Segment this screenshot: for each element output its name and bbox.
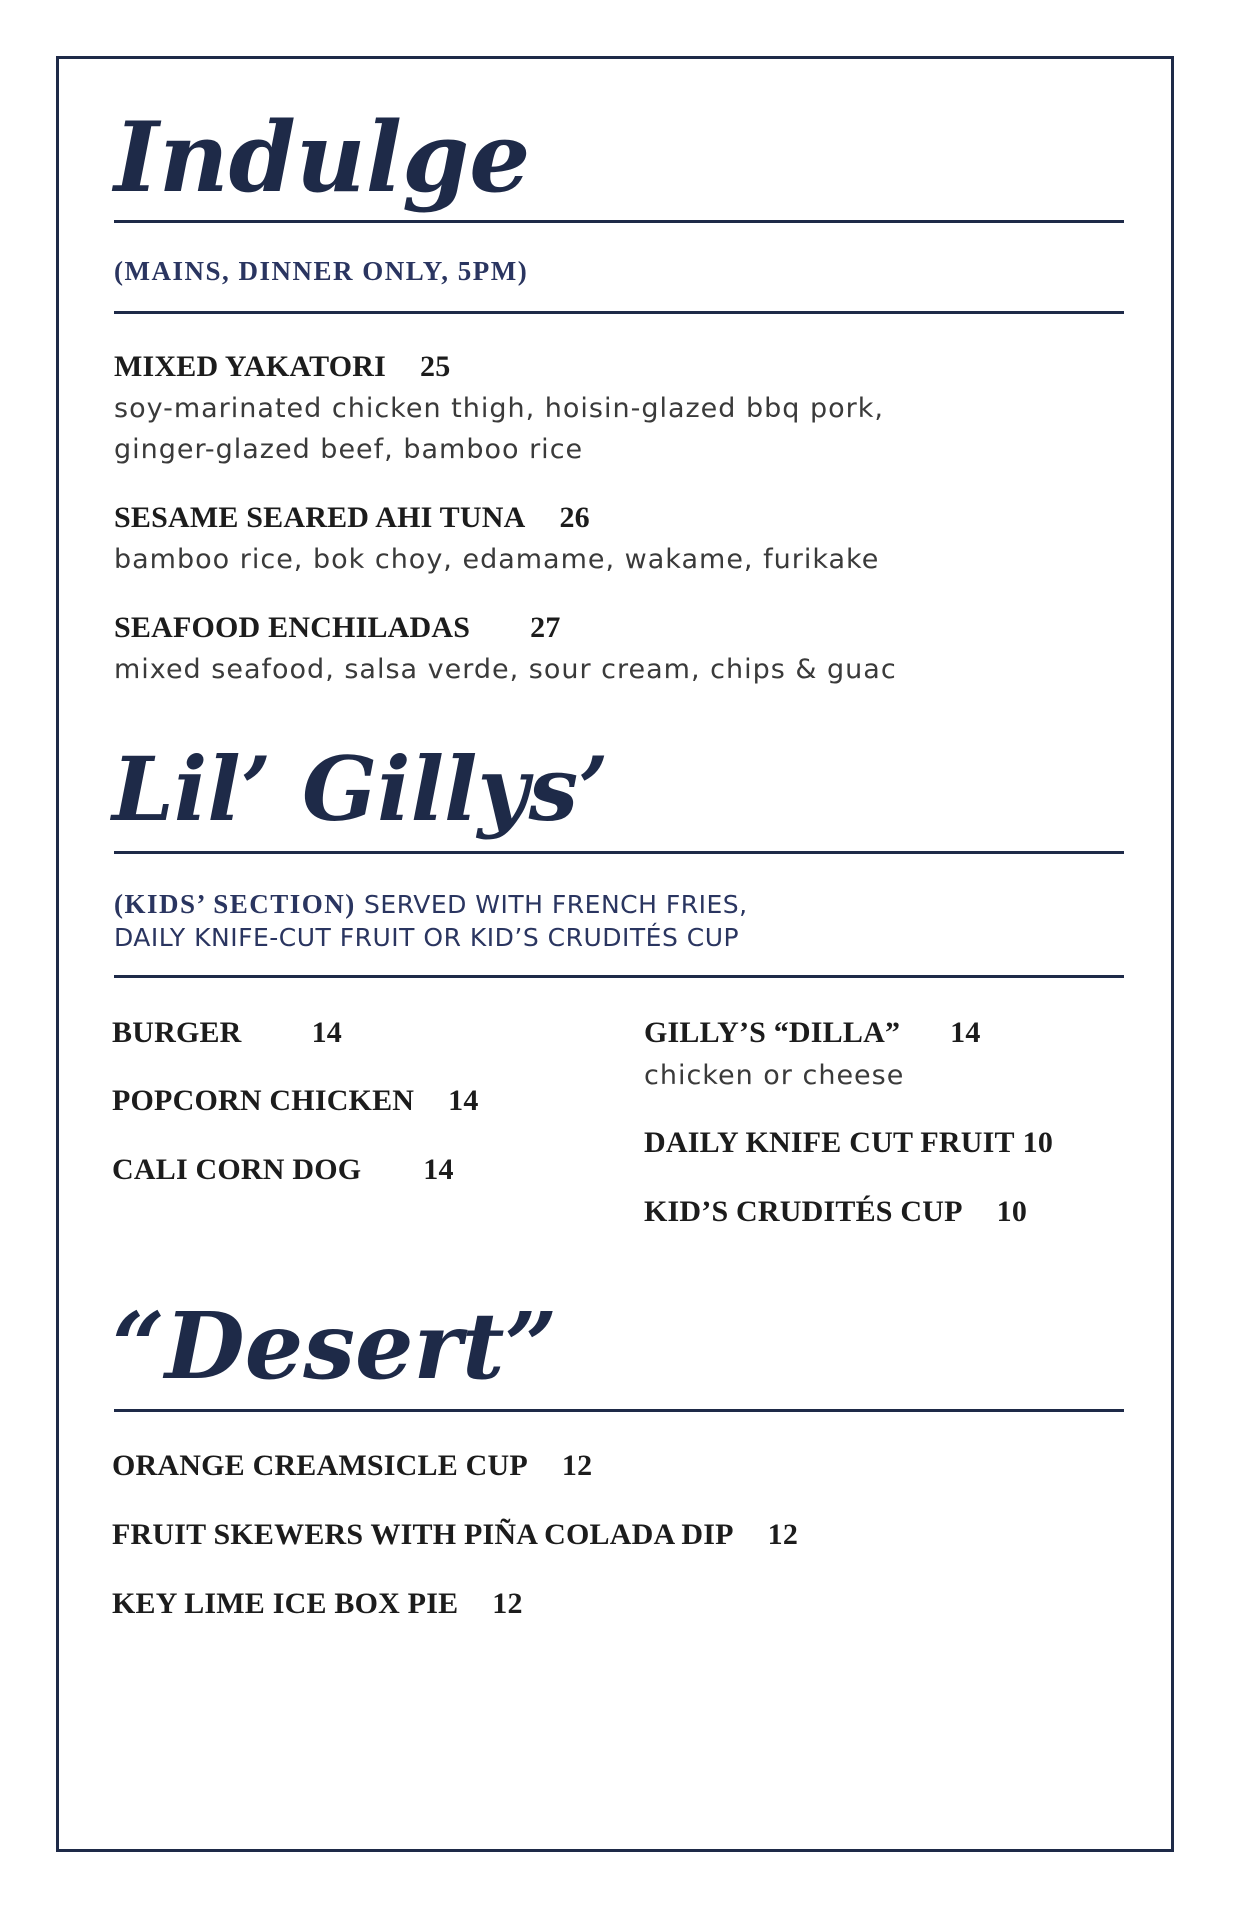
item-price: 14 <box>950 1016 981 1049</box>
item-name: KID’S CRUDITÉS CUP <box>644 1195 963 1228</box>
item-name: BURGER <box>112 1016 242 1049</box>
menu-item-daily-knife-cut-fruit <box>644 1126 1053 1160</box>
item-name: ORANGE CREAMSICLE CUP <box>112 1449 528 1482</box>
kids-subtitle-line: SERVED WITH FRENCH FRIES, <box>364 890 748 919</box>
menu-item-ahi-tuna <box>114 501 590 535</box>
kids-subtitle <box>114 889 748 920</box>
item-description <box>114 649 897 690</box>
menu-item-gillys-dilla <box>644 1016 981 1050</box>
item-price: 10 <box>1022 1126 1054 1159</box>
menu-item-burger <box>112 1016 342 1050</box>
menu-item-popcorn-chicken <box>112 1084 479 1118</box>
item-price: 14 <box>311 1016 342 1049</box>
item-price: 12 <box>492 1587 523 1620</box>
desert-title: “Desert” <box>108 1300 571 1392</box>
item-description <box>114 388 884 470</box>
menu-item-kids-crudites-cup <box>644 1195 1027 1229</box>
indulge-subtitle: (MAINS, DINNER ONLY, 5PM) <box>114 256 529 286</box>
item-name: DAILY KNIFE CUT FRUIT <box>644 1126 1015 1159</box>
item-price: 25 <box>420 350 451 383</box>
kids-subtitle-label: (KIDS’ SECTION) <box>114 889 356 919</box>
kids-subtitle-line: DAILY KNIFE-CUT FRUIT OR KID’S CRUDITÉS CUP <box>114 923 740 952</box>
item-name: MIXED YAKATORI <box>114 350 387 383</box>
menu-frame <box>56 56 1174 1852</box>
menu-item-key-lime-pie <box>112 1587 523 1621</box>
menu-item-fruit-skewers <box>112 1518 798 1552</box>
indulge-title-rule <box>114 220 1124 223</box>
indulge-subtitle-rule <box>114 311 1124 314</box>
kids-subtitle-rule <box>114 975 1124 978</box>
menu-item-seafood-enchiladas <box>114 611 561 645</box>
item-price: 14 <box>448 1084 479 1117</box>
desert-title-rule <box>114 1409 1124 1412</box>
item-price: 10 <box>996 1195 1028 1228</box>
item-description-line: soy-marinated chicken thigh, hoisin-glazed bbq pork, <box>114 393 884 424</box>
item-description-line: mixed seafood, salsa verde, sour cream, chips & guac <box>114 654 897 685</box>
item-name: KEY LIME ICE BOX PIE <box>112 1587 459 1620</box>
item-price: 27 <box>530 611 561 644</box>
menu-item-mixed-yakatori <box>114 350 450 384</box>
item-description-line: bamboo rice, bok choy, edamame, wakame, furikake <box>114 544 880 575</box>
kids-title: Lil’ Gillys’ <box>108 745 623 833</box>
menu-item-cali-corn-dog <box>112 1153 454 1187</box>
item-price: 12 <box>561 1449 593 1482</box>
item-description <box>114 539 879 580</box>
item-description: chicken or cheese <box>644 1060 905 1091</box>
item-name: FRUIT SKEWERS WITH PIÑA COLADA DIP <box>112 1518 734 1551</box>
item-name: POPCORN CHICKEN <box>112 1084 415 1117</box>
kids-title-rule <box>114 851 1124 854</box>
item-name: GILLY’S “DILLA” <box>644 1016 901 1049</box>
item-price: 14 <box>423 1153 454 1186</box>
item-description-line: ginger-glazed beef, bamboo rice <box>114 434 584 465</box>
item-name: SEAFOOD ENCHILADAS <box>114 611 471 644</box>
menu-item-orange-creamsicle-cup <box>112 1449 592 1483</box>
item-name: SESAME SEARED AHI TUNA <box>114 501 526 534</box>
item-price: 26 <box>559 501 590 534</box>
indulge-title: Indulge <box>110 110 544 206</box>
item-price: 12 <box>767 1518 799 1551</box>
item-name: CALI CORN DOG <box>112 1153 362 1186</box>
